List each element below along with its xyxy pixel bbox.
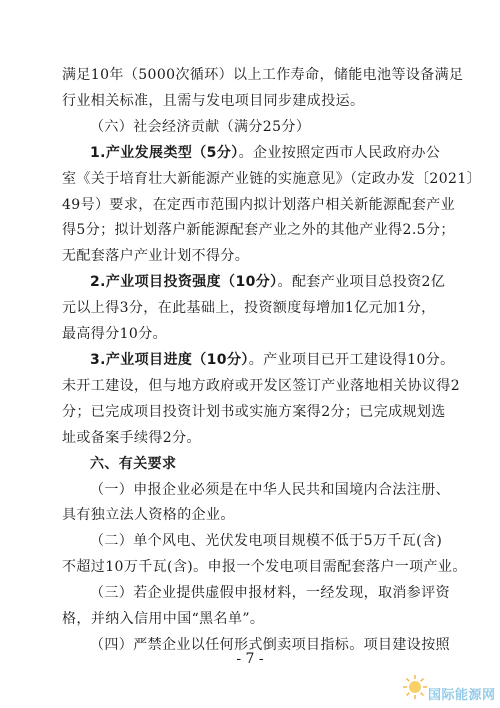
text-line: （三）若企业提供虚假申报材料，一经发现，取消参评资 [90,585,450,601]
page-number: - 7 - [236,651,264,667]
text-line: 不超过10万千瓦(含)。申报一个发电项目需配套落户一项产业。 [62,559,467,575]
text-line: （六）社会经济贡献（满分25分） [90,119,311,135]
text-line [90,273,446,291]
text-line: 分；已完成项目投资计划书或实施方案得2分；已完成规划选 [62,404,446,420]
text-line: 室《关于培育壮大新能源产业链的实施意见》（定政办发〔2021〕 [62,171,482,187]
item-heading: 2.产业项目投资强度（10分） [90,274,278,290]
text-line: （二）单个风电、光伏发电项目规模不低于5万千瓦(含) [90,533,443,549]
text-line: 无配套落户产业计划不得分。 [62,248,250,264]
text-line: 49号）要求，在定西市范围内拟计划落户相关新能源配套产业 [62,197,456,213]
text-line [90,351,455,369]
item-heading: 1.产业发展类型（5分） [90,145,239,161]
text-line: 得5分；拟计划落户新能源配套产业之外的其他产业得2.5分； [62,222,455,238]
text-line: 元以上得3分，在此基础上，投资额度每增加1亿元加1分， [62,300,436,316]
text-line: 址或备案手续得2分。 [62,430,201,446]
text-line: 最高得分10分。 [62,326,168,342]
text-line [90,144,442,162]
text-line: （一）申报企业必须是在中华人民共和国境内合法注册、 [90,482,450,498]
text-line: 具有独立法人资格的企业。 [62,507,235,523]
text-line: 行业相关标准，且需与发电项目同步建成投运。 [62,93,365,109]
section-heading: 六、有关要求 [90,456,177,472]
item-text: 。配套产业项目总投资2亿 [277,274,446,290]
text-line: 未开工建设，但与地方政府或开发区签订产业落地相关协议得2 [62,378,461,394]
item-heading: 3.产业项目进度（10分） [90,352,249,368]
text-line: 满足10年（5000次循环）以上工作寿命，储能电池等设备满足 [62,67,464,83]
watermark [402,664,498,704]
watermark-text: 国际能源网 [428,688,496,703]
sun-logo-icon [402,674,428,700]
text-line: 格，并纳入信用中国“黑名单”。 [62,611,265,627]
item-text: 。企业按照定西市人民政府办公 [238,145,441,161]
item-text: 。产业项目已开工建设得10分。 [248,352,455,368]
text-line: （四）严禁企业以任何形式倒卖项目指标。项目建设按照 [90,637,450,653]
